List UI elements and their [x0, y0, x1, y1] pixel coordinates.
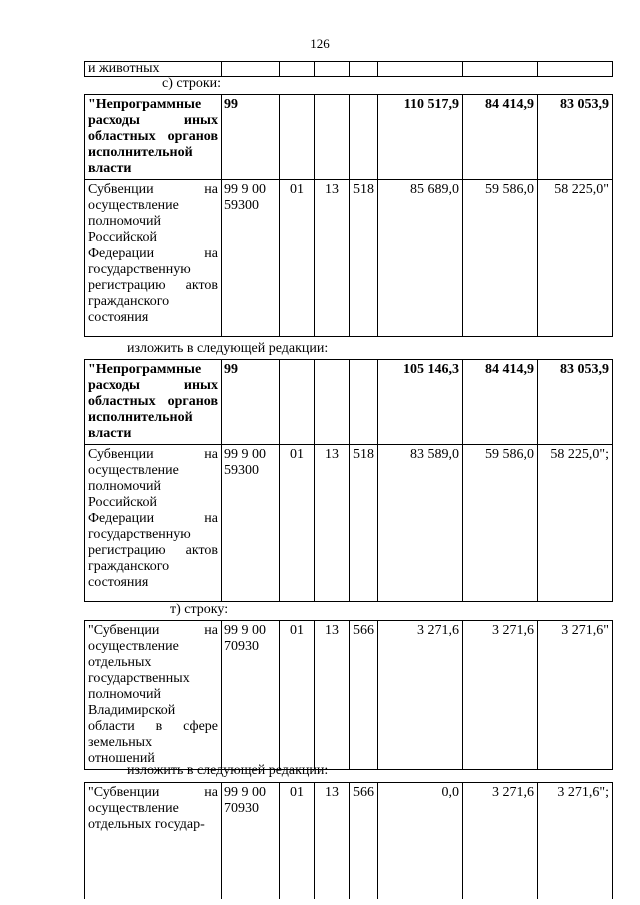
- row-subsection: 13: [315, 445, 350, 602]
- row-code: 99 9 00 70930: [222, 783, 280, 900]
- row-value-3: 58 225,0": [538, 180, 613, 337]
- row-value-1: 110 517,9: [378, 95, 463, 180]
- new-row-t-table: [84, 782, 613, 899]
- caption-c: с) строки:: [162, 76, 222, 91]
- row-value-1: 105 146,3: [378, 360, 463, 445]
- row-value-2: 84 414,9: [463, 95, 538, 180]
- row-section: 01: [280, 621, 315, 770]
- old-rows-table: [84, 94, 613, 337]
- row-value-2: 59 586,0: [463, 180, 538, 337]
- row-expense-type: 518: [350, 180, 378, 337]
- row-value-1: 85 689,0: [378, 180, 463, 337]
- row-name: Субвенции на осуществление полномочий Российской Федерации на государственную регистрацию актов гражданского состояния: [85, 445, 222, 602]
- row-value-3: 3 271,6";: [538, 783, 613, 900]
- table-row: [85, 62, 613, 77]
- row-section: 01: [280, 180, 315, 337]
- row-code: 99: [222, 360, 280, 445]
- row-code: 99 9 00 59300: [222, 180, 280, 337]
- row-value-3: 83 053,9: [538, 360, 613, 445]
- caption-replace-1: изложить в следующей редакции:: [127, 341, 329, 356]
- row-value-1: 0,0: [378, 783, 463, 900]
- caption-t: т) строку:: [170, 602, 229, 617]
- row-code: 99 9 00 70930: [222, 621, 280, 770]
- row-name: "Субвенции на осуществление отдельных государственных полномочий Владимирской области в сфере земельных отношений: [85, 621, 222, 770]
- row-expense-type: 518: [350, 445, 378, 602]
- table-row: [85, 360, 613, 445]
- table-row: [85, 445, 613, 602]
- row-value-2: 59 586,0: [463, 445, 538, 602]
- row-expense-type: 566: [350, 783, 378, 900]
- row-value-3: 3 271,6": [538, 621, 613, 770]
- row-subsection: 13: [315, 783, 350, 900]
- row-name: и животных: [85, 62, 222, 77]
- continuation-table: [84, 61, 613, 77]
- row-value-2: 84 414,9: [463, 360, 538, 445]
- row-name: "Непрограммные расходы иных областных органов исполнительной власти: [85, 95, 222, 180]
- row-value-2: 3 271,6: [463, 783, 538, 900]
- row-value-2: 3 271,6: [463, 621, 538, 770]
- row-name: Субвенции на осуществление полномочий Российской Федерации на государственную регистрацию актов гражданского состояния: [85, 180, 222, 337]
- row-value-1: 83 589,0: [378, 445, 463, 602]
- table-row: [85, 783, 613, 900]
- table-row: [85, 95, 613, 180]
- old-row-t-table: [84, 620, 613, 770]
- row-name: "Непрограммные расходы иных областных органов исполнительной власти: [85, 360, 222, 445]
- row-value-3: 58 225,0";: [538, 445, 613, 602]
- page-number: 126: [310, 36, 330, 51]
- row-section: 01: [280, 445, 315, 602]
- row-subsection: 13: [315, 621, 350, 770]
- row-name: "Субвенции на осуществление отдельных государ-: [85, 783, 222, 900]
- row-code: 99 9 00 59300: [222, 445, 280, 602]
- row-section: 01: [280, 783, 315, 900]
- new-rows-table: [84, 359, 613, 602]
- table-row: [85, 621, 613, 770]
- row-value-1: 3 271,6: [378, 621, 463, 770]
- row-code: 99: [222, 95, 280, 180]
- caption-replace-2: изложить в следующей редакции:: [127, 763, 329, 778]
- table-row: [85, 180, 613, 337]
- row-expense-type: 566: [350, 621, 378, 770]
- row-subsection: 13: [315, 180, 350, 337]
- row-value-3: 83 053,9: [538, 95, 613, 180]
